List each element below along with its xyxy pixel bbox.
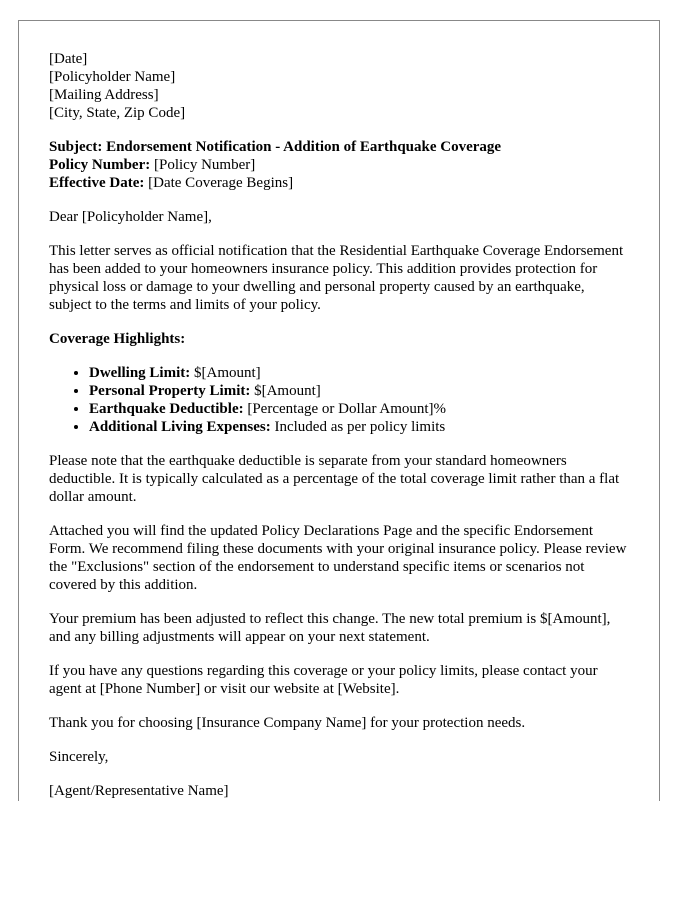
subject-line bbox=[49, 138, 629, 156]
intro-paragraph: This letter serves as official notification that the Residential Earthquake Coverage Endorsement has been added to your homeowners insurance policy. This addition provides protection for physical loss or damage to your dwelling and personal property caused by an earthquake, subject to the terms and limits of your policy. bbox=[49, 243, 624, 313]
recipient-address-block bbox=[49, 50, 629, 122]
premium-paragraph: Your premium has been adjusted to reflect this change. The new total premium is $[Amount], and any billing adjustments will appear on your next statement. bbox=[49, 611, 611, 645]
policy-number-label: Policy Number: bbox=[49, 157, 151, 173]
highlights-heading-text: Coverage Highlights: bbox=[49, 331, 186, 347]
highlight-value: [Percentage or Dollar Amount]% bbox=[243, 401, 447, 417]
effective-date-value: [Date Coverage Begins] bbox=[144, 175, 294, 191]
mailing-address: [Mailing Address] bbox=[49, 87, 159, 103]
list-item bbox=[89, 418, 629, 436]
policyholder-name: [Policyholder Name] bbox=[49, 69, 176, 85]
letter-meta-block bbox=[49, 138, 629, 192]
city-state-zip: [City, State, Zip Code] bbox=[49, 105, 186, 121]
letter-date: [Date] bbox=[49, 51, 88, 67]
effective-date-line bbox=[49, 174, 629, 192]
list-item bbox=[89, 364, 629, 382]
highlight-value: Included as per policy limits bbox=[270, 419, 446, 435]
highlights-heading bbox=[49, 330, 629, 348]
letter-document bbox=[18, 20, 660, 801]
highlight-label: Earthquake Deductible: bbox=[89, 401, 244, 417]
highlight-label: Personal Property Limit: bbox=[89, 383, 251, 399]
highlight-value: $[Amount] bbox=[190, 365, 261, 381]
highlight-label: Dwelling Limit: bbox=[89, 365, 191, 381]
closing: Sincerely, bbox=[49, 749, 109, 765]
signature-name: [Agent/Representative Name] bbox=[49, 783, 229, 799]
policy-number-line bbox=[49, 156, 629, 174]
questions-paragraph: If you have any questions regarding this coverage or your policy limits, please contact your agent at [Phone Number] or visit our website at [Website]. bbox=[49, 663, 598, 697]
list-item bbox=[89, 400, 629, 418]
policy-number-value: [Policy Number] bbox=[150, 157, 256, 173]
effective-date-label: Effective Date: bbox=[49, 175, 145, 191]
thanks-paragraph: Thank you for choosing [Insurance Company Name] for your protection needs. bbox=[49, 715, 526, 731]
coverage-highlights-list bbox=[49, 364, 629, 436]
subject-text: Subject: Endorsement Notification - Addition of Earthquake Coverage bbox=[49, 139, 502, 155]
list-item bbox=[89, 382, 629, 400]
highlight-value: $[Amount] bbox=[250, 383, 321, 399]
highlight-label: Additional Living Expenses: bbox=[89, 419, 271, 435]
deductible-paragraph: Please note that the earthquake deductible is separate from your standard homeowners deductible. It is typically calculated as a percentage of the total coverage limit rather than a flat dollar amount. bbox=[49, 453, 620, 505]
salutation: Dear [Policyholder Name], bbox=[49, 209, 212, 225]
attachments-paragraph: Attached you will find the updated Policy Declarations Page and the specific Endorsement Form. We recommend filing these documents with your original insurance policy. Please review the "Exclusions" section of the endorsement to understand specific items or scenarios not covered by this addition. bbox=[49, 523, 627, 593]
